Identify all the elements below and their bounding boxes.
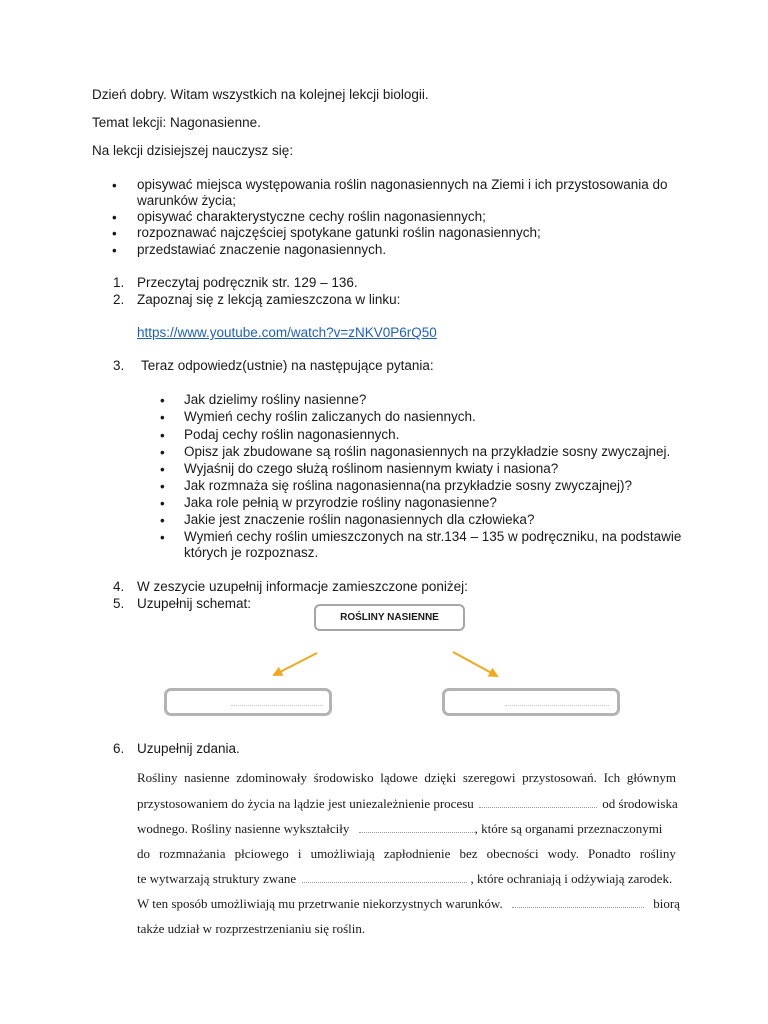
step-4: W zeszycie uzupełnij informacje zamieszczone poniżej:	[137, 579, 468, 594]
step-1: Przeczytaj podręcznik str. 129 – 136.	[137, 275, 358, 290]
lesson-topic: Temat lekcji: Nagonasienne.	[92, 115, 261, 130]
sentence-line-3: wodnego. Rośliny nasienne wykształciły , które są organami przeznaczonymi	[137, 821, 663, 836]
list-item: przedstawiać znaczenie nagonasiennych.	[137, 242, 387, 257]
bullet-icon: •	[160, 428, 165, 443]
question-item: Wymień cechy roślin umieszczonych na str.134 – 135 w podręczniku, na podstawie	[184, 529, 682, 544]
question-item: Opisz jak zbudowane są roślin nagonasiennych na przykładzie sosny zwyczajnej.	[184, 444, 671, 459]
sentence-line-4: do rozmnażania płciowego i umożliwiają zapłodnienie bez obecności wody. Ponadto rośliny	[137, 846, 676, 861]
sentence-line-6: W ten sposób umożliwiają mu przetrwanie niekorzystnych warunków. biorą	[137, 896, 680, 911]
bullet-icon: •	[160, 496, 165, 511]
question-item: Jak rozmnaża się roślina nagonasienna(na przykładzie sosny zwyczajnej)?	[184, 478, 632, 493]
learn-intro: Na lekcji dzisiejszej nauczysz się:	[92, 143, 294, 158]
schema-answer-box-right[interactable]	[442, 688, 620, 716]
step-3: Teraz odpowiedz(ustnie) na następujące pytania:	[141, 358, 434, 373]
list-item: opisywać miejsca występowania roślin nagonasiennych na Ziemi i ich przystosowania do	[137, 177, 668, 192]
step-number: 2.	[113, 292, 125, 307]
step-6: Uzupełnij zdania.	[137, 741, 240, 756]
arrow-right	[453, 652, 497, 676]
bullet-icon: •	[112, 178, 117, 193]
sentence-line-2: przystosowaniem do życia na lądzie jest uniezależnienie procesu od środowiska	[137, 796, 678, 811]
list-item: rozpoznawać najczęściej spotykane gatunki roślin nagonasiennych;	[137, 225, 541, 240]
bullet-icon: •	[112, 243, 117, 258]
step-number: 1.	[113, 275, 125, 290]
youtube-link[interactable]: https://www.youtube.com/watch?v=zNKV0P6rQ50	[137, 325, 437, 340]
list-item: opisywać charakterystyczne cechy roślin nagonasiennych;	[137, 209, 486, 224]
sentence-line-5: te wytwarzają struktury zwane , które ochraniają i odżywiają zarodek.	[137, 871, 673, 886]
question-item: Jak dzielimy rośliny nasienne?	[184, 392, 367, 407]
arrow-left	[274, 653, 317, 675]
bullet-icon: •	[160, 462, 165, 477]
list-item: warunków życia;	[137, 193, 237, 208]
sentence-line-1: Rośliny nasienne zdominowały środowisko lądowe dzięki szeregowi przystosowań. Ich głównym	[137, 770, 676, 785]
sentence-line-7: także udział w rozprzestrzenianiu się roślin.	[137, 921, 366, 936]
question-item: Podaj cechy roślin nagonasiennych.	[184, 427, 400, 442]
bullet-icon: •	[160, 393, 165, 408]
step-number: 5.	[113, 596, 125, 611]
step-number: 4.	[113, 579, 125, 594]
blank-field[interactable]	[359, 822, 475, 833]
step-number: 3.	[113, 358, 125, 373]
blank-field[interactable]	[479, 797, 597, 808]
schema-answer-box-left[interactable]	[164, 688, 332, 716]
question-item: Wyjaśnij do czego służą roślinom nasiennym kwiaty i nasiona?	[184, 461, 559, 476]
schema-arrows	[260, 645, 540, 685]
bullet-icon: •	[160, 479, 165, 494]
bullet-icon: •	[160, 530, 165, 545]
bullet-icon: •	[160, 410, 165, 425]
blank-field[interactable]	[302, 872, 467, 883]
question-item: Wymień cechy roślin zaliczanych do nasiennych.	[184, 409, 476, 424]
greeting: Dzień dobry. Witam wszystkich na kolejnej lekcji biologii.	[92, 87, 429, 102]
step-number: 6.	[113, 741, 125, 756]
schema-root-box	[314, 604, 465, 631]
bullet-icon: •	[112, 210, 117, 225]
blank-field[interactable]	[512, 897, 644, 908]
bullet-icon: •	[112, 226, 117, 241]
bullet-icon: •	[160, 445, 165, 460]
question-item: których je rozpoznasz.	[184, 545, 319, 560]
schema-root-label: ROŚLINY NASIENNE	[340, 612, 439, 623]
step-2: Zapoznaj się z lekcją zamieszczona w linku:	[137, 292, 401, 307]
bullet-icon: •	[160, 513, 165, 528]
question-item: Jakie jest znaczenie roślin nagonasiennych dla człowieka?	[184, 512, 535, 527]
step-5: Uzupełnij schemat:	[137, 596, 252, 611]
question-item: Jaka role pełnią w przyrodzie rośliny nagonasienne?	[184, 495, 497, 510]
